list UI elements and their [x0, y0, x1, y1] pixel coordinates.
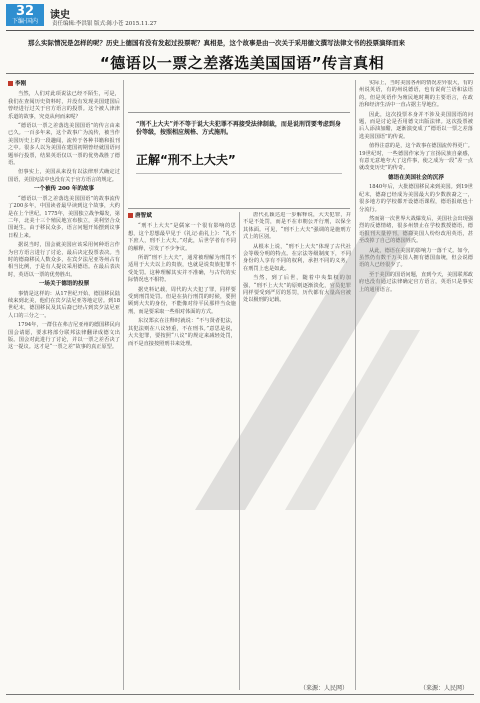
left-paragraph: 1794年，一群住在弗吉尼亚州的德国移民向国会请愿，要求将部分联邦法律翻译成德文出版。国会对此进行了讨论，并以一票之差否决了这一提议。这才是“一票之差”故事的真正原型。 [8, 322, 120, 351]
left-article-column-1 [8, 80, 120, 690]
inner-article-source: （来源：人民网） [300, 685, 349, 692]
header-divider [6, 30, 474, 31]
section-label: 下编·国内 [12, 18, 38, 25]
left-paragraph: 当然，人们对此项说法已经不陌生，可是，我们在查阅历史资料时，并没有发现美国建国后曾经进行过关于官方语言的投票。这个被人津津乐道的故事，究竟从何而来呢？ [8, 91, 120, 120]
footer-divider [6, 694, 474, 695]
right-paragraph: 值得注意的是，这个故事在德国流传得更广。19世纪时，一些德国作家为了宣扬民族自豪感，有意无意地夸大了这件事，使之成为一段“差一点就改变历史”的传奇。 [359, 143, 473, 172]
column-name: 读史 [50, 10, 70, 21]
middle-paragraph: “刑不上大夫”是儒家一个很有影响的思想，这个思想最早见于《礼记·曲礼上》：“礼不下庶人，刑不上大夫。”对此，后世学者有不同的解释，引发了不少争议。 [128, 223, 236, 252]
right-paragraph: 因此，这次投票本身并不涉及美国国语的问题，而是讨论是否用德文出版法律。这次投票被后人添油加醋，逐渐演变成了“德语以一票之差落选美国国语”的传说。 [359, 111, 473, 140]
middle-paragraph: 当然，到了后世，随着中央集权的加强，“刑不上大夫”的原则逐渐淡化，官员犯罪同样要受到严厉的惩罚，历代都有大量高官被处以极刑的记载。 [243, 275, 351, 304]
inner-article-lead: “刑不上大夫”并不等于说大夫犯罪不再接受法律制裁，而是说刑罚要考虑到身份等级，按照相应规格、方式施刑。 [136, 121, 341, 136]
byline-marker-icon [128, 213, 133, 218]
left-paragraph: 事情是这样的：从17世纪开始，德国移民陆续来到北美，他们在宾夕法尼亚等地定居。到18世纪末，德国移民及其后裔已经占到宾夕法尼亚人口的三分之一。 [8, 290, 120, 319]
column-divider [355, 80, 356, 690]
left-paragraph: “德语以一票之差落选美国国语”的故事流传了200多年，中国读者最早读到这个故事，大约是在上个世纪。1775年，美国独立战争爆发，第二年，北美十三个殖民地宣布独立，美利坚合众国诞生。由于移民众多，语言问题开始摆到议事日程上来。 [8, 195, 120, 239]
inner-article-title: 正解“刑不上大夫” [136, 153, 236, 167]
middle-paragraph: 东汉郑玄在注释时就说：“不与贤者犯法，其犯法则在八议轻重，不在刑书。”意思是说，大夫犯罪，要按照“八议”的规定来减轻处罚，而不是直接按照刑书来处理。 [128, 318, 236, 347]
middle-paragraph: 从根本上说，“刑不上大夫”体现了古代社会等级分明的特点。在宗法等级制度下，不同身份的人享有不同的权利，承担不同的义务，在刑罚上也是如此。 [243, 243, 351, 272]
byline-marker-icon [8, 81, 13, 86]
left-paragraph: 但事实上，美国从来没有以法律形式确定过国语，美国宪法中也没有关于官方语言的规定。 [8, 169, 120, 183]
middle-paragraph: 所谓“刑不上大夫”，通常被理解为刑罚不适用于大夫以上的贵族，也就是说贵族犯罪不受处罚。这种理解其实并不准确，与古代的实际情况也不相符。 [128, 255, 236, 284]
left-subhead-1: 一个被传 200 年的故事 [33, 186, 95, 193]
left-paragraph: 据说当时，国会就美国应该采用何种语言作为官方语言进行了讨论，最后决定投票表决。当时的德裔移民人数众多，在宾夕法尼亚等州占有相当比例，于是有人提议采用德语。在最后表决时，英语以一票的优势胜出。 [8, 242, 120, 278]
middle-article-column-1 [128, 212, 236, 690]
middle-paragraph: 唐代孔颖达进一步解释说，大夫犯罪，并不是不处罚，而是不在市朝公开行刑，以保全其体面。可见，“刑不上大夫”强调的是施刑方式上的区别。 [243, 212, 351, 241]
headline-divider [6, 73, 474, 74]
right-paragraph: 1840年后，大批德国移民来到美国。到19世纪末，德裔已经成为美国最大的少数族裔之一，很多地方的学校都开设德语课程，德语报纸也十分流行。 [359, 184, 473, 213]
page-number: 32 [15, 4, 35, 19]
right-paragraph: 然而第一次世界大战爆发后，美国社会出现强烈的反德情绪，很多州禁止在学校教授德语，德语报刊大量停刊，德裔美国人纷纷改用英语，甚至改掉了自己的德国姓氏。 [359, 215, 473, 245]
right-subhead: 德语在美国社会的沉浮 [388, 174, 444, 181]
right-paragraph: 从此，德语在美国的影响力一落千丈。如今，虽然仍有数千万美国人拥有德国血统，但会说德语的人已经很少了。 [359, 247, 473, 269]
inner-title-rule [136, 173, 342, 174]
main-headline: “德语以一票之差落选美国国语”传言真相 [99, 54, 385, 72]
page-number-box [6, 4, 44, 26]
left-paragraph: “德语以一票之差落选美国国语”的传言由来已久。一百多年来，这个故事广为流传，被当作美国历史上的一段趣闻，流传于各种书籍和报刊之中。很多人以为美国在建国初期曾经就国语问题举行投票，结果英语仅以一票的优势战胜了德语。 [8, 123, 120, 167]
column-divider [239, 212, 240, 690]
right-paragraph: 至于美国的国语问题，直到今天，美国联邦政府也没有通过法律确定官方语言，英语只是事实上的通用语言。 [359, 271, 473, 293]
left-article-byline: 李刚 [8, 81, 120, 88]
left-subhead-2: 一场关于德语的投票 [38, 281, 90, 288]
inner-article-header [128, 112, 350, 209]
right-paragraph: 实际上，当时美国各州的情况差异很大，有的州说英语，有的州说德语，也有说荷兰语和法语的。但是英语作为殖民地时期的主要语言，在政治和经济生活中一直占据主导地位。 [359, 80, 473, 109]
right-article-column [359, 80, 473, 680]
inner-article-byline: 唐智斌 [128, 213, 236, 220]
headline-kicker: 那么实际情况是怎样的呢？历史上德国有没有发起过投票呢？真相是，这个故事是由一次关于采用德文撰写法律文书的投票演绎而来 [28, 39, 405, 47]
middle-article-column-2 [243, 212, 351, 682]
page-header [0, 0, 480, 26]
editor-meta: 责任编辑:李洪银 版式:陈小苍 2015.11.27 [52, 21, 157, 27]
column-divider [123, 80, 124, 690]
middle-paragraph: 据史料记载，周代的大夫犯了罪，同样要受到刑罚处罚。但是在执行刑罚的时候，要照顾到大夫的身份，不能像对待平民那样当众施刑，而是要采取一些相对体面的方式。 [128, 286, 236, 315]
right-article-source: （来源：人民网） [420, 685, 469, 692]
